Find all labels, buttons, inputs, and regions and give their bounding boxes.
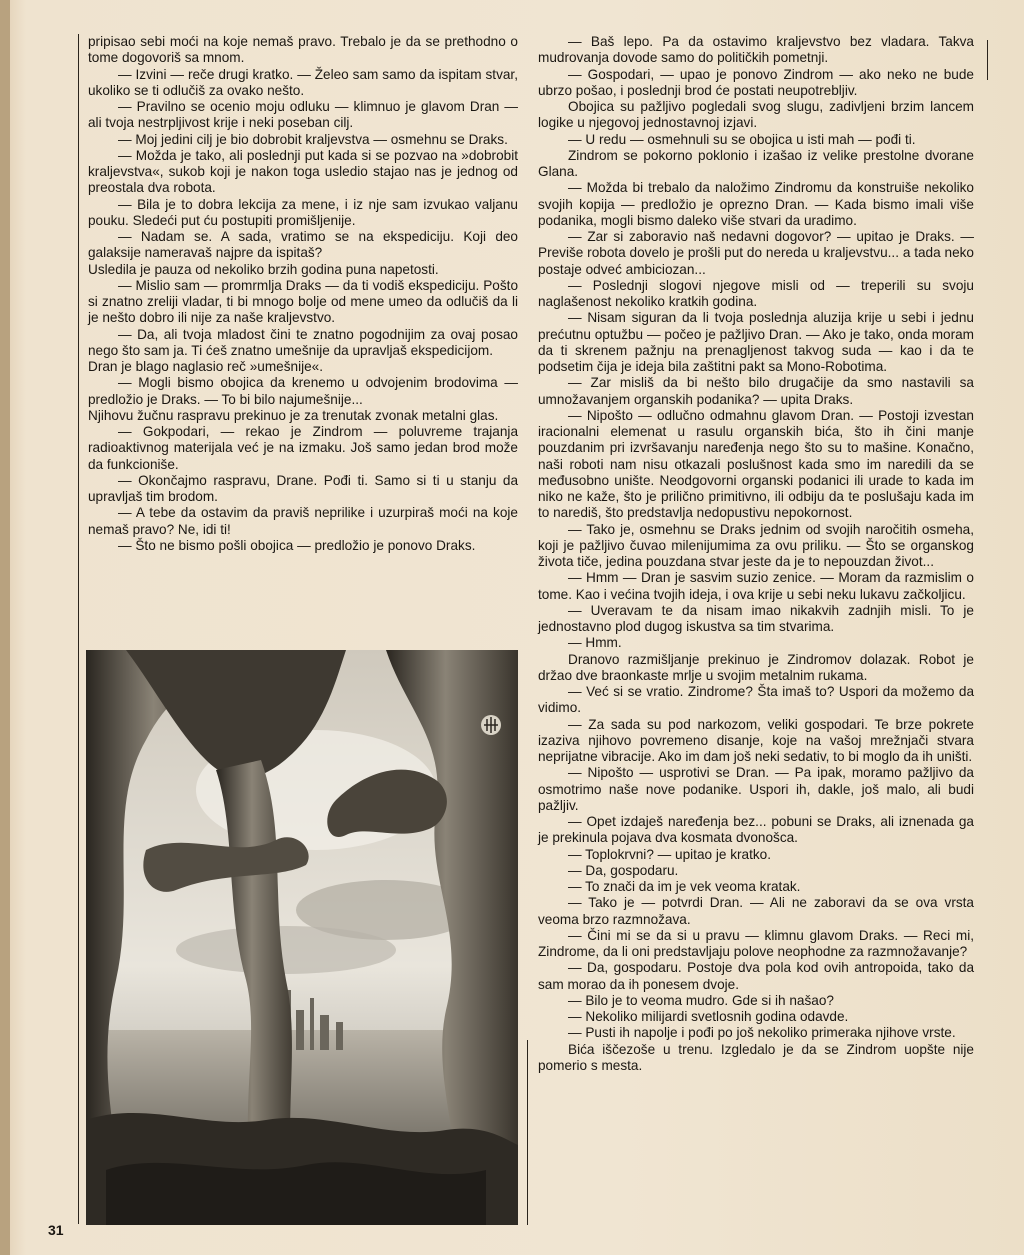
column-rule-right	[987, 40, 988, 80]
paragraph: Bića iščezoše u trenu. Izgledalo je da se Zindrom uopšte nije pomerio s mesta.	[538, 1041, 974, 1073]
paragraph: — A tebe da ostavim da praviš neprilike i uzurpiraš moći na koje nemaš pravo? Ne, idi ti!	[88, 505, 518, 537]
paragraph: — Toplokrvni? — upitao je kratko.	[568, 846, 771, 862]
paragraph: — Nadam se. A sada, vratimo se na ekspediciju. Koji deo galaksije nameravaš najpre da ispitaš?	[88, 229, 518, 261]
paragraph: — Bila je to dobra lekcija za mene, i iz nje sam izvukao valjanu pouku. Sledeći put ću postupiti promišljenije.	[88, 196, 518, 228]
paragraph: — Tako je, osmehnu se Draks jednim od svojih naročitih osmeha, koji je pažljivo čuvao milenijumima za ovu priliku. — Što se organskog života tiče, jedina pouzdana stvar jeste da je to nepouzdan život...	[538, 521, 974, 569]
paragraph: — Moj jedini cilj je bio dobrobit kraljevstva — osmehnu se Draks.	[118, 131, 508, 147]
paragraph: — Već si se vratio. Zindrome? Šta imaš to? Uspori da možemo da vidimo.	[538, 684, 974, 716]
paragraph: — Nipošto — usprotivi se Dran. — Pa ipak, moramo pažljivo da osmotrimo naše nove podanike. Uspori ih, dakle, još malo, ali budi pažljiv.	[538, 765, 974, 813]
illustration-artwork	[86, 650, 518, 1225]
column-rule-left	[78, 34, 79, 1224]
paragraph: — Hmm — Dran je sasvim suzio zenice. — Moram da razmislim o tome. Kao i većina tvojih ideja, i ova krije u sebi neku lukavu začkoljicu.	[538, 570, 974, 602]
binding-spine	[0, 0, 10, 1255]
paragraph: — Tako je — potvrdi Dran. — Ali ne zaboravi da se ova vrsta veoma brzo razmnožava.	[538, 895, 974, 927]
page-number: 31	[48, 1222, 64, 1238]
paragraph: — Gospodari, — upao je ponovo Zindrom — ako neko ne bude ubrzo pošao, i poslednji brod će postati neupotrebljiv.	[538, 66, 974, 98]
paragraph: — Izvini — reče drugi kratko. — Želeo sam samo da ispitam stvar, ukoliko se ti odlučiš za ovako nešto.	[88, 66, 518, 98]
paragraph: Dranovo razmišljanje prekinuo je Zindromov dolazak. Robot je držao dve braonkaste mrlje u svojim metalnim rukama.	[538, 651, 974, 683]
paragraph: — Za sada su pod narkozom, veliki gospodari. Te brze pokrete izaziva njihovo povremeno disanje, koje na vašoj mrežnjači stvara neprijatne vibracije. Ako im dam još neki sedativ, to bi moglo da ih uništi.	[538, 716, 974, 764]
paragraph: Usledila je pauza od nekoliko brzih godina puna napetosti.	[88, 261, 439, 277]
paragraph: — Pusti ih napolje i pođi po još nekoliko primeraka njihove vrste.	[568, 1025, 956, 1041]
paragraph: — Mislio sam — promrmlja Draks — da ti vodiš ekspediciju. Pošto si znatno zreliji vladar, ti bi mnogo bolje od mene umeo da odlučiš da li je nešto dobro ili nije za naše kraljevstvo.	[88, 277, 518, 326]
paragraph: — Možda je tako, ali poslednji put kada si se pozvao na »dobrobit kraljevstva«, sukob koji je nakon toga usledio stajao nas je jednog od preostala dva robota.	[88, 147, 518, 196]
paragraph: — Možda bi trebalo da naložimo Zindromu da konstruiše nekoliko svojih kopija — predložio je oprezno Dran. — Kada bismo imali više podanika, mogli bismo daleko više stvari da uradimo.	[538, 180, 974, 228]
paragraph: — Okončajmo raspravu, Drane. Pođi ti. Samo si ti u stanju da upravljaš tim brodom.	[88, 472, 518, 504]
paragraph: — Nisam siguran da li tvoja poslednja aluzija krije u sebi i jednu prećutnu optužbu — počeo je pažljivo Dran. — Ako je tako, onda moram da ti skrenem pažnju na prenagljenost takvog suda — kao i da te podsetim čija je ideja bila zaštitni pakt sa Mono-Robotima.	[538, 310, 974, 374]
paragraph: — Zar misliš da bi nešto bilo drugačije da smo nastavili sa umnožavanjem organskih podanika? — upita Draks.	[538, 375, 974, 407]
paragraph: — Zar si zaboravio naš nedavni dogovor? — upitao je Draks. — Previše robota dovelo je prošli put do nereda u kraljevstvu... a tada neko postaje odveć ambiciozan...	[538, 229, 974, 277]
paragraph: — Uveravam te da nisam imao nikakvih zadnjih misli. To je jednostavno plod dugog iskustva sa tim stvarima.	[538, 602, 974, 634]
paragraph: — Gokpodari, — rekao je Zindrom — poluvreme trajanja radioaktivnog materijala već je na izmaku. Još samo jedan brod može da funkcioniše.	[88, 424, 518, 472]
paragraph: pripisao sebi moći na koje nemaš pravo. Trebalo je da se prethodno o tome dogovoriš sa mnom.	[88, 34, 518, 66]
paragraph: — Da, ali tvoja mladost čini te znatno pogodnijim za ovaj posao nego što sam ja. Ti ćeš znatno umešnije da upravljaš ekspedicijom.	[88, 326, 518, 358]
paragraph: — Čini mi se da si u pravu — klimnu glavom Draks. — Reci mi, Zindrome, da li oni predstavljaju polove neophodne za razmnožavanje?	[538, 927, 974, 959]
paragraph: — Hmm.	[568, 635, 622, 651]
paragraph: Obojica su pažljivo pogledali svog slugu, zadivljeni brzim lancem logike u njegovoj jednostavnoj izjavi.	[538, 99, 974, 131]
left-column	[88, 34, 518, 554]
paragraph: Njihovu žučnu raspravu prekinuo je za trenutak zvonak metalni glas.	[88, 407, 499, 423]
paragraph: — Opet izdaješ naređenja bez... pobuni se Draks, ali iznenada ga je prekinula pojava dva kosmata dvonošca.	[538, 814, 974, 846]
paragraph: Dran je blago naglasio reč »umešnije«.	[88, 359, 324, 374]
paragraph: — Pravilno se ocenio moju odluku — klimnuo je glavom Dran — ali tvoja nestrpljivost krije i neki poseban cilj.	[88, 99, 518, 131]
paragraph: — Da, gospodaru.	[568, 862, 679, 878]
paragraph: — Nekoliko milijardi svetlosnih godina odavde.	[568, 1009, 849, 1024]
paragraph: — U redu — osmehnuli su se obojica u isti mah — pođi ti.	[568, 131, 916, 147]
paragraph: — Da, gospodaru. Postoje dva pola kod ovih antropoida, tako da sam morao da ih ponesem dvoje.	[538, 960, 974, 992]
column-rule-middle	[527, 1040, 528, 1225]
right-column	[538, 34, 974, 1074]
paragraph: — Što ne bismo pošli obojica — predložio je ponovo Draks.	[118, 537, 476, 553]
paragraph: — To znači da im je vek veoma kratak.	[568, 879, 801, 894]
paragraph: — Bilo je to veoma mudro. Gde si ih našao?	[568, 992, 834, 1008]
paragraph: Zindrom se pokorno poklonio i izašao iz velike prestolne dvorane Glana.	[538, 147, 974, 179]
paragraph: — Mogli bismo obojica da krenemo u odvojenim brodovima — predložio je Draks. — To bi bilo najumešnije...	[88, 375, 518, 407]
paragraph: — Poslednji slogovi njegove misli od — treperili su svoju naglašenost nekoliko kratkih godina.	[538, 277, 974, 309]
fantasy-illustration	[86, 650, 518, 1225]
paragraph: — Baš lepo. Pa da ostavimo kraljevstvo bez vladara. Takva mudrovanja dovode samo do političkih pometnji.	[538, 34, 974, 66]
paragraph: — Nipošto — odlučno odmahnu glavom Dran. — Postoji izvestan iracionalni elemenat u rasulu organskih bića, što ih čini manje pouzdanim pri izvršavanju naređenja nego što su to mašine. Konačno, naši roboti nam nisu otkazali poslušnost kada smo im naredili da se međusobno unište. Neodgovorni organski podanici ili urade to kada im niko ne kaže, što je prilično primitivno, ili odbiju da te poslušaju kada im to narediš, što predstavlja nedopustivu nepokornost.	[538, 407, 974, 521]
